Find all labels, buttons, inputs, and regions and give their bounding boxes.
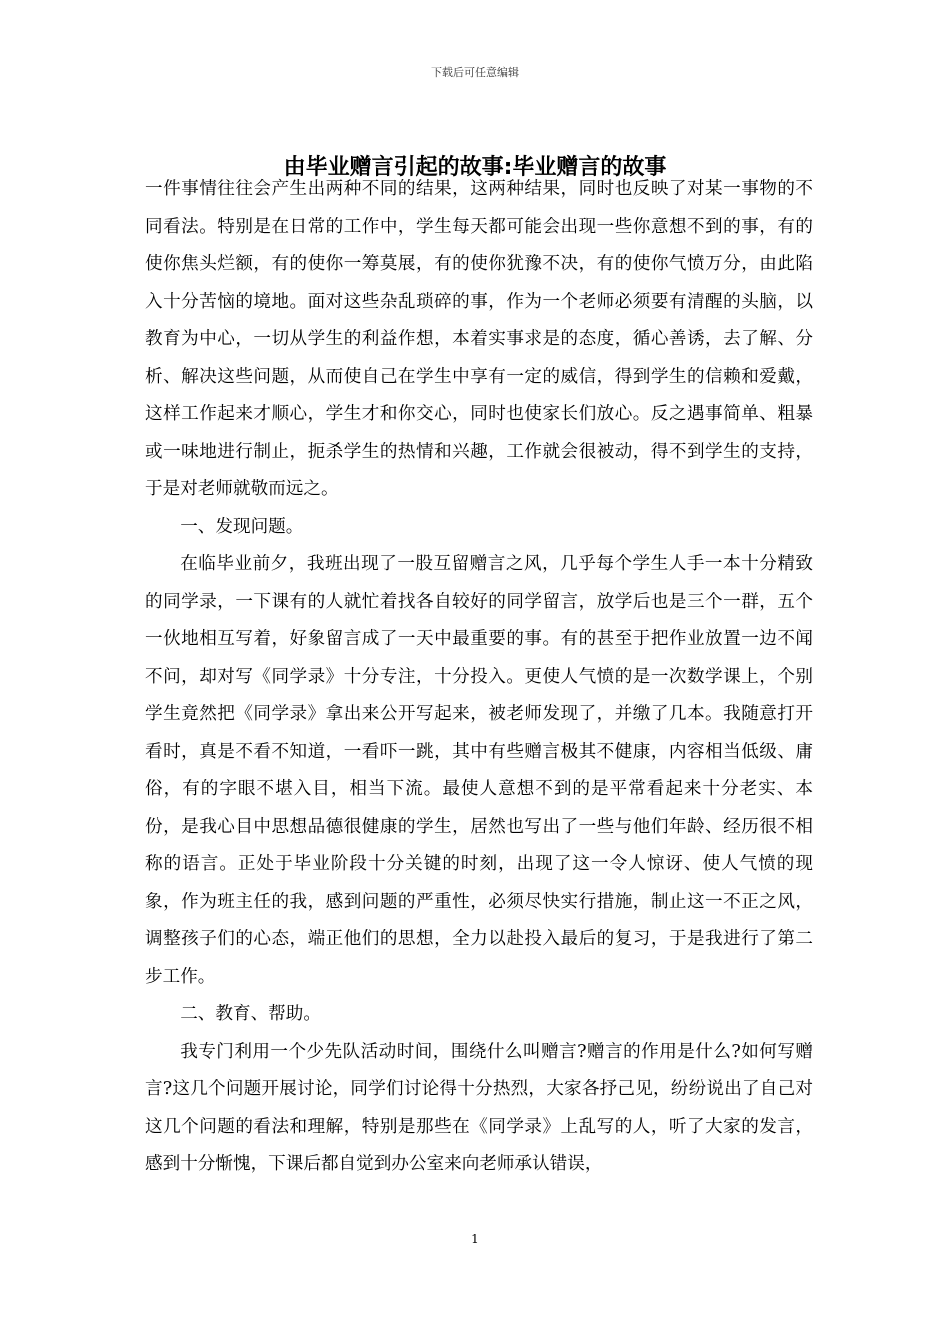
document-body — [145, 171, 813, 1184]
document-title: 由毕业赠言引起的故事:毕业赠言的故事 — [283, 155, 667, 180]
paragraph-section-1: 在临毕业前夕，我班出现了一股互留赠言之风，几乎每个学生人手一本十分精致的同学录，一下课有的人就忙着找各自较好的同学留言，放学后也是三个一群，五个一伙地相互写着，好象留言成了一天中最重要的事。有的甚至于把作业放置一边不闻不问，却对写《同学录》十分专注，十分投入。更使人气愤的是一次数学课上，个别学生竟然把《同学录》拿出来公开写起来，被老师发现了，并缴了几本。我随意打开看时，真是不看不知道，一看吓一跳，其中有些赠言极其不健康，内容相当低级、庸俗，有的字眼不堪入目，相当下流。最使人意想不到的是平常看起来十分老实、本份，是我心目中思想品德很健康的学生，居然也写出了一些与他们年龄、经历很不相称的语言。正处于毕业阶段十分关键的时刻，出现了这一令人惊讶、使人气愤的现象，作为班主任的我，感到问题的严重性，必须尽快实行措施，制止这一不正之风，调整孩子们的心态，端正他们的思想，全力以赴投入最后的复习，于是我进行了第二步工作。 — [145, 554, 813, 987]
paragraph-section-2: 我专门利用一个少先队活动时间，围绕什么叫赠言?赠言的作用是什么?如何写赠言?这几个问题开展讨论，同学们讨论得十分热烈，大家各抒己见，纷纷说出了自己对这几个问题的看法和理解，特别是那些在《同学录》上乱写的人，听了大家的发言，感到十分惭愧，下课后都自觉到办公室来向老师承认错误， — [145, 1041, 813, 1174]
page-number: 1 — [471, 1232, 479, 1246]
section-heading-1: 一、发现问题。 — [180, 516, 304, 537]
page-header: 下载后可任意编辑 — [431, 66, 519, 79]
paragraph-intro: 一件事情往往会产生出两种不同的结果，这两种结果，同时也反映了对某一事物的不同看法。特别是在日常的工作中，学生每天都可能会出现一些你意想不到的事，有的使你焦头烂额，有的使你一筹莫展，有的使你犹豫不决，有的使你气愤万分，由此陷入十分苦恼的境地。面对这些杂乱琐碎的事，作为一个老师必须要有清醒的头脑，以教育为中心，一切从学生的利益作想，本着实事求是的态度，循心善诱，去了解、分析、解决这些问题，从而使自己在学生中享有一定的威信，得到学生的信赖和爱戴，这样工作起来才顺心，学生才和你交心，同时也使家长们放心。反之遇事简单、粗暴或一味地进行制止，扼杀学生的热情和兴趣，工作就会很被动，得不到学生的支持，于是对老师就敬而远之。 — [145, 179, 813, 499]
section-heading-2: 二、教育、帮助。 — [180, 1004, 321, 1024]
